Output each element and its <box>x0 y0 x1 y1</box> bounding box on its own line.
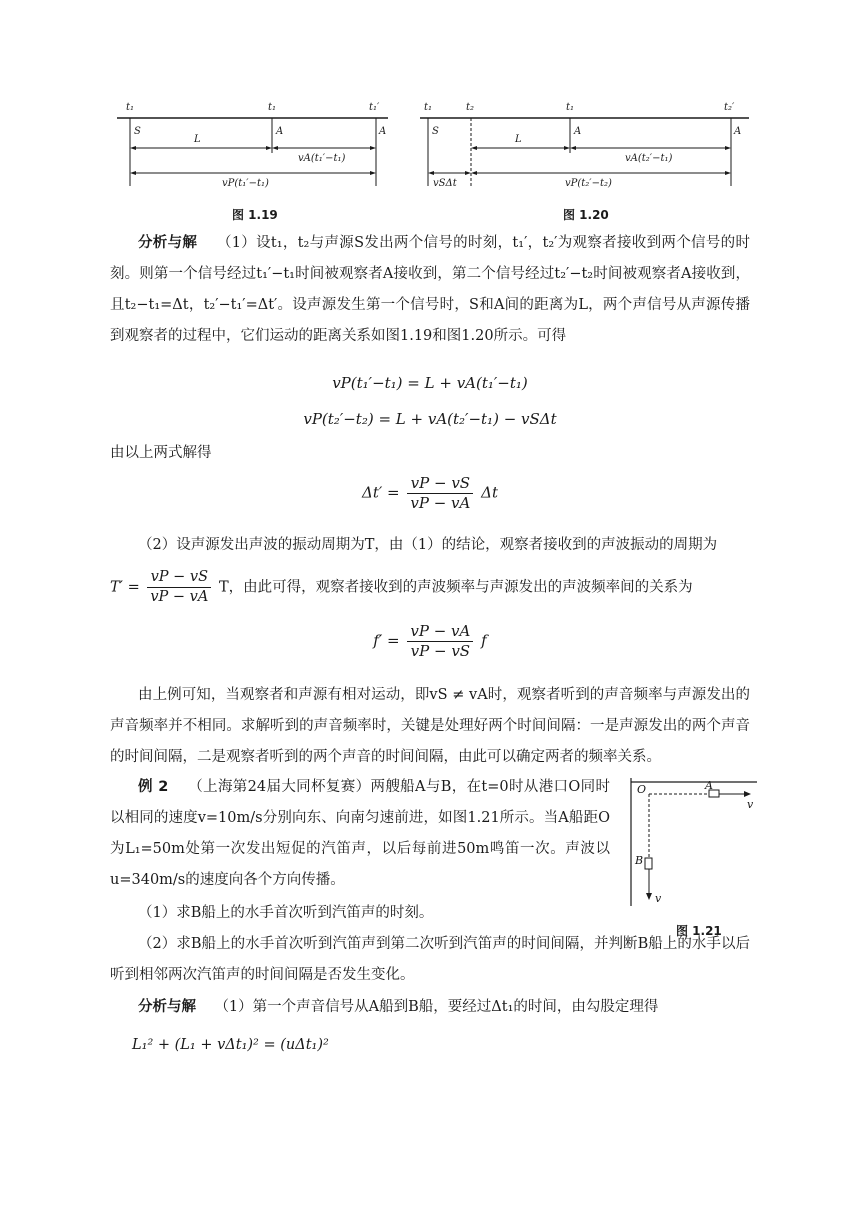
solution-1-paragraph <box>110 228 750 352</box>
fig120-label-t1b: t₁ <box>566 102 575 113</box>
fig119-label-t1p: t₁′ <box>369 102 380 113</box>
eq4-denominator: vP − vS <box>410 642 471 660</box>
fig121-label-o: O <box>637 783 647 796</box>
figure-1-19 <box>112 98 392 193</box>
figure-1-21 <box>625 778 760 908</box>
equation-1: vP(t₁′−t₁) = L + vA(t₁′−t₁) <box>332 374 528 392</box>
fig121-label-v1: v <box>747 798 754 811</box>
fig119-label-a2: A <box>379 126 387 137</box>
fig120-label-a2: A <box>734 126 742 137</box>
example-2-text: （上海第24届大同杯复赛）两艘船A与B，在t=0时从港口O同时以相同的速度v=10m/s分别向东、向南匀速前进，如图1.21所示。当A船距O为L₁=50m处第一次发出短促的汽笛声，以后每前进50m鸣笛一次。声波以u=340m/s的速度向各个方向传播。 <box>110 779 611 888</box>
eq3-left: Δt′ = <box>361 483 400 502</box>
eq4-numerator: vP − vA <box>407 622 473 642</box>
conclusion-paragraph: 由上例可知，当观察者和声源有相对运动，即vS ≠ vA时，观察者听到的声音频率与声源发出的声音频率并不相同。求解听到的声音频率时，关键是处理好两个时间间隔：一是声源发出的两个声音的时间间隔，二是观察者听到的两个声音的时间间隔，由此可以确定两者的频率关系。 <box>110 687 750 765</box>
fig120-label-a: A <box>574 126 582 137</box>
equation-4 <box>110 622 750 661</box>
fig120-label-l: L <box>515 134 522 145</box>
example-2-paragraph <box>110 772 610 896</box>
equation-2: vP(t₂′−t₂) = L + vA(t₂′−t₁) − vSΔt <box>303 410 557 428</box>
fig120-label-t2p: t₂′ <box>724 102 735 113</box>
solution-example-2-text: （1）第一个声音信号从A船到B船，要经过Δt₁的时间，由勾股定理得 <box>214 999 659 1015</box>
part2-denominator: vP − vA <box>150 589 209 605</box>
eq4-right: f <box>481 631 487 650</box>
fig120-label-t1: t₁ <box>424 102 433 113</box>
equation-5: L₁² + (L₁ + vΔt₁)² = (uΔt₁)² <box>132 1037 329 1053</box>
fig120-label-vs: vSΔt <box>433 178 457 189</box>
fig119-label-l: L <box>194 134 201 145</box>
fig121-label-b: B <box>635 854 644 867</box>
part2-right: T，由此可得，观察者接收到的声波频率与声源发出的声波频率间的关系为 <box>218 579 693 596</box>
fig121-label-v2: v <box>655 892 662 905</box>
solve-text: 由以上两式解得 <box>110 445 212 461</box>
solution-1-heading: 分析与解 <box>138 235 198 251</box>
fig121-label-a: A <box>705 779 713 792</box>
solution-2-paragraph <box>110 530 750 561</box>
equation-3 <box>110 474 750 513</box>
fig120-label-vp: vP(t₂′−t₂) <box>565 178 612 189</box>
eq3-numerator: vP − vS <box>407 474 473 494</box>
fig119-label-s: S <box>134 126 141 137</box>
figure-1-20-caption: 图 1.20 <box>563 208 609 222</box>
fig119-label-a: A <box>276 126 284 137</box>
solution-example-2-paragraph <box>110 992 750 1023</box>
fig119-label-va: vA(t₁′−t₁) <box>298 153 346 164</box>
eq3-right: Δt <box>481 483 499 502</box>
eq4-left: f′ = <box>373 631 400 650</box>
solution-2-formula-line <box>110 568 750 607</box>
solution-1-text: （1）设t₁，t₂与声源S发出两个信号的时刻，t₁′，t₂′为观察者接收到两个信号的时刻。则第一个信号经过t₁′−t₁时间被观察者A接收到，第二个信号经过t₂′−t₂时间被观察者A接收到，且t₂−t₁=Δt，t₂′−t₁′=Δt′。设声源发生第一个信号时，S和A间的距离为L，两个声信号从声源传播到观察者的过程中，它们运动的距离关系如图1.19和图1.20所示。可得 <box>110 235 750 344</box>
example-2-heading: 例 2 <box>138 779 169 795</box>
solution-example-2-heading: 分析与解 <box>138 999 196 1015</box>
part2-left: T′ = <box>110 579 140 596</box>
question-1: （1）求B船上的水手首次听到汽笛声的时刻。 <box>138 905 434 921</box>
question-2: （2）求B船上的水手首次听到汽笛声到第二次听到汽笛声的时间间隔，并判断B船上的水手以后听到相邻两次汽笛声的时间间隔是否发生变化。 <box>110 936 750 983</box>
fig120-label-s: S <box>432 126 439 137</box>
figure-1-20 <box>415 98 755 193</box>
part2-numerator: vP − vS <box>147 568 211 588</box>
figure-1-19-caption: 图 1.19 <box>232 208 278 222</box>
part2-text-a: （2）设声源发出声波的振动周期为T，由（1）的结论，观察者接收到的声波振动的周期为 <box>138 537 718 553</box>
fig119-label-t1b: t₁ <box>268 102 277 113</box>
fig120-label-t2: t₂ <box>466 102 475 113</box>
eq3-denominator: vP − vA <box>410 494 471 512</box>
fig120-label-va: vA(t₂′−t₁) <box>625 153 673 164</box>
fig119-label-vp: vP(t₁′−t₁) <box>222 178 269 189</box>
fig119-label-t1: t₁ <box>126 102 135 113</box>
figure-1-21-caption: 图 1.21 <box>676 924 722 938</box>
